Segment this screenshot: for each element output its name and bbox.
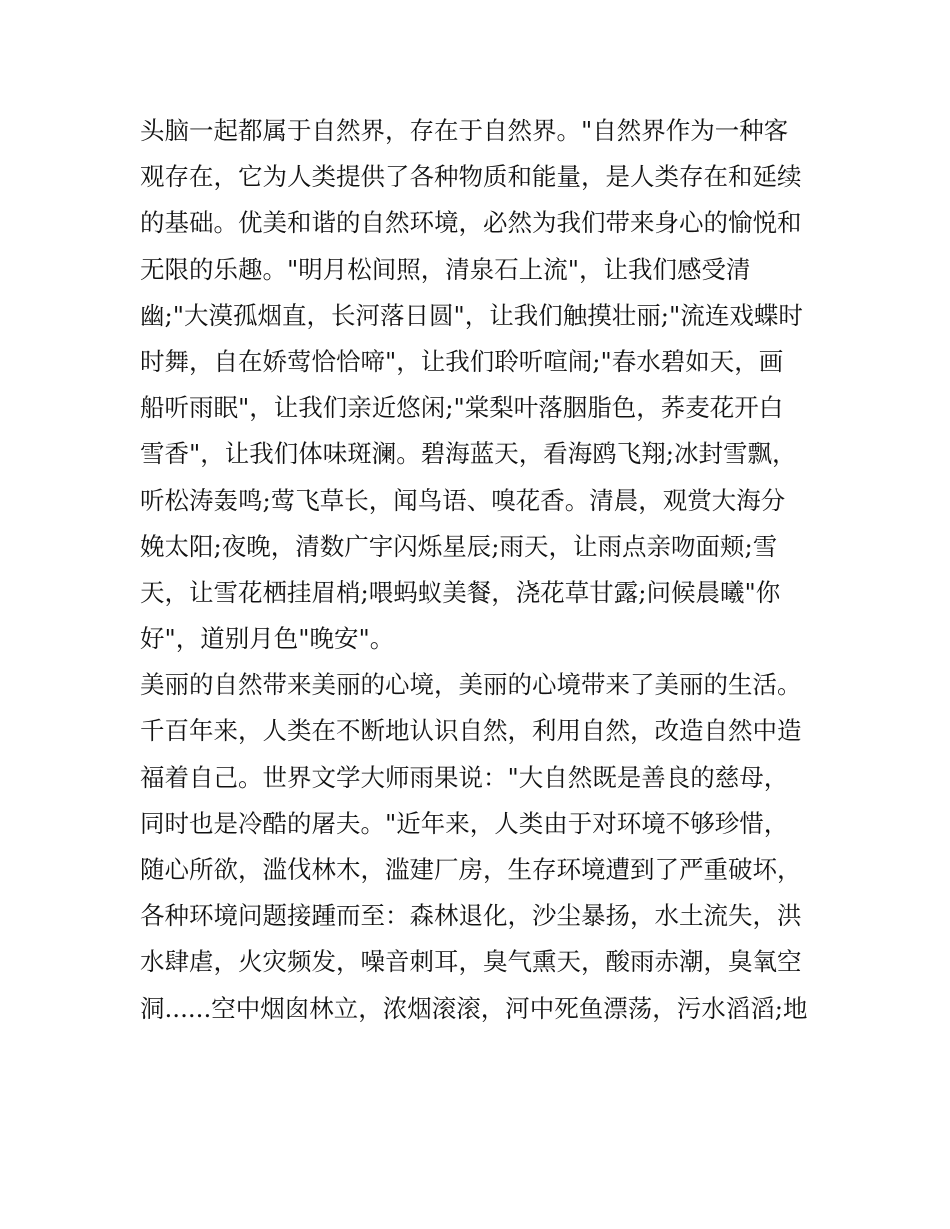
- text-line: 水肆虐，火灾频发，噪音刺耳，臭气熏天，酸雨赤潮，臭氧空: [140, 947, 802, 977]
- text-line: 时舞，自在娇莺恰恰啼"，让我们聆听喧闹;"春水碧如天，画: [140, 346, 784, 376]
- text-line: 随心所欲，滥伐林木，滥建厂房，生存环境遭到了严重破坏，: [140, 855, 802, 884]
- text-line: 娩太阳;夜晚，清数广宇闪烁星辰;雨天，让雨点亲吻面颊;雪: [140, 531, 778, 561]
- text-line: 千百年来，人类在不断地认识自然，利用自然，改造自然中造: [140, 716, 802, 746]
- text-line: 观存在，它为人类提供了各种物质和能量，是人类存在和延续: [140, 162, 802, 192]
- text-line: 听松涛轰鸣;莺飞草长，闻鸟语、嗅花香。清晨，观赏大海分: [140, 485, 786, 515]
- text-line: 幽;"大漠孤烟直，长河落日圆"，让我们触摸壮丽;"流连戏蝶时: [140, 300, 803, 330]
- text-line: 无限的乐趣。"明月松间照，清泉石上流"，让我们感受清: [140, 254, 751, 284]
- text-line: 美丽的自然带来美丽的心境，美丽的心境带来了美丽的生活。: [140, 670, 802, 700]
- text-line: 雪香"，让我们体味斑澜。碧海蓝天，看海鸥飞翔;冰封雪飘，: [140, 439, 797, 469]
- text-line: 福着自己。世界文学大师雨果说："大自然既是善良的慈母，: [140, 762, 789, 792]
- text-line: 好"，道别月色"晚安"。: [140, 624, 395, 654]
- text-line: 各种环境问题接踵而至：森林退化，沙尘暴扬，水土流失，洪: [140, 901, 802, 931]
- text-line: 头脑一起都属于自然界，存在于自然界。"自然界作为一种客: [140, 116, 789, 145]
- body-text: [140, 108, 830, 1032]
- text-line: 的基础。优美和谐的自然环境，必然为我们带来身心的愉悦和: [140, 208, 802, 238]
- text-line: 同时也是冷酷的屠夫。"近年来，人类由于对环境不够珍惜，: [140, 808, 789, 838]
- text-line: 船听雨眠"，让我们亲近悠闲;"棠梨叶落胭脂色，荞麦花开白: [140, 393, 784, 423]
- text-line: 天，让雪花栖挂眉梢;喂蚂蚁美餐，浇花草甘露;问候晨曦"你: [140, 577, 781, 607]
- text-line: 洞......空中烟囱林立，浓烟滚滚，河中死鱼漂荡，污水滔滔;地: [140, 993, 808, 1023]
